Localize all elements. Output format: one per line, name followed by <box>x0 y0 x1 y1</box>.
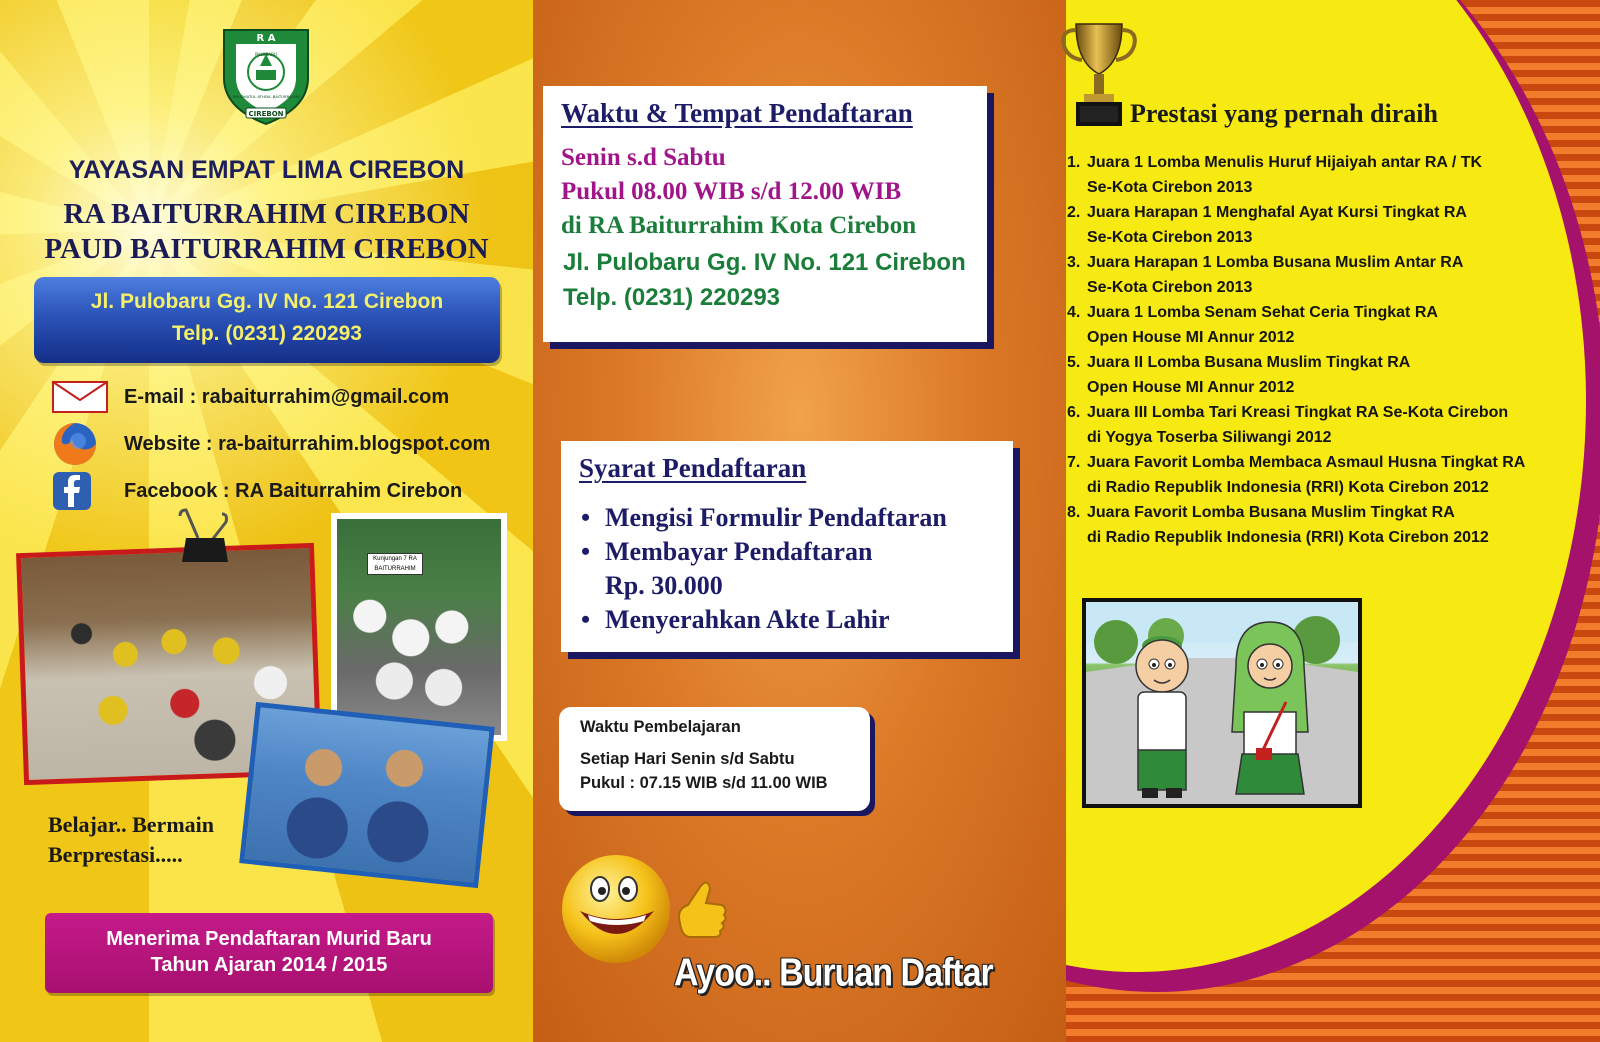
firefox-icon <box>52 422 110 466</box>
achievement-line2: Se-Kota Cirebon 2013 <box>1087 279 1253 296</box>
achievement-line1: Juara Favorit Lomba Membaca Asmaul Husna Tingkat RA <box>1087 454 1526 471</box>
achievement-num: 4. <box>1067 304 1081 321</box>
registration-time-card <box>543 86 987 342</box>
achievements-list <box>1067 150 1525 550</box>
requirement-item <box>581 535 947 603</box>
requirement-item: • Mengisi Formulir Pendaftaran <box>581 501 947 535</box>
registration-address: Jl. Pulobaru Gg. IV No. 121 Cirebon <box>563 249 966 276</box>
foundation-name: YAYASAN EMPAT LIMA CIREBON <box>68 156 465 184</box>
requirements-title: Syarat Pendaftaran <box>579 453 807 483</box>
email-row[interactable] <box>52 374 449 420</box>
logo-top-text: R A <box>256 33 276 44</box>
address-text: Jl. Pulobaru Gg. IV No. 121 Cirebon <box>90 290 444 313</box>
facebook-row[interactable] <box>52 468 462 514</box>
learning-hours: Pukul : 07.15 WIB s/d 11.00 WIB <box>580 774 828 792</box>
left-panel <box>0 0 533 1042</box>
school-name-paud: PAUD BAITURRAHIM CIREBON <box>44 233 489 265</box>
facebook-text[interactable]: Facebook : RA Baiturrahim Cirebon <box>124 479 463 502</box>
registration-time-title: Waktu & Tempat Pendaftaran <box>561 98 913 128</box>
banner-line2: Tahun Ajaran 2014 / 2015 <box>150 954 388 976</box>
achievement-line1: Juara II Lomba Busana Muslim Tingkat RA <box>1087 354 1411 371</box>
logo-city-text: CIREBON <box>248 110 284 118</box>
achievement-item <box>1067 200 1525 250</box>
achievement-item <box>1067 150 1525 200</box>
email-text[interactable]: E-mail : rabaiturrahim@gmail.com <box>124 385 450 408</box>
achievement-num: 1. <box>1067 154 1081 171</box>
achievement-line1: Juara Harapan 1 Lomba Busana Muslim Antar RA <box>1087 254 1464 271</box>
website-row[interactable] <box>52 421 490 467</box>
achievement-item <box>1067 400 1525 450</box>
achievement-line1: Juara III Lomba Tari Kreasi Tingkat RA Se-Kota Cirebon <box>1087 404 1509 421</box>
tagline-line2: Berprestasi..... <box>48 842 183 867</box>
achievement-num: 6. <box>1067 404 1081 421</box>
registration-place: di RA Baiturrahim Kota Cirebon <box>561 212 917 239</box>
achievement-num: 5. <box>1067 354 1081 371</box>
achievement-line1: Juara Favorit Lomba Busana Muslim Tingkat RA <box>1087 504 1455 521</box>
achievement-line1: Juara Harapan 1 Menghafal Ayat Kursi Tingkat RA <box>1087 204 1467 221</box>
logo-pulobaru-text: PULOBARU <box>255 52 277 57</box>
requirement-item: • Menyerahkan Akte Lahir <box>581 603 947 637</box>
achievement-item <box>1067 450 1525 500</box>
learning-time-title: Waktu Pembelajaran <box>580 718 741 736</box>
registration-phone: Telp. (0231) 220293 <box>563 284 781 311</box>
achievement-num: 2. <box>1067 204 1081 221</box>
learning-time-box <box>559 707 870 811</box>
achievement-line2: di Radio Republik Indonesia (RRI) Kota Cirebon 2012 <box>1087 479 1489 496</box>
school-name-ra: RA BAITURRAHIM CIREBON <box>63 198 470 230</box>
facebook-icon <box>52 469 110 513</box>
achievement-line2: Se-Kota Cirebon 2013 <box>1087 229 1253 246</box>
thumbs-up-icon <box>679 882 726 937</box>
website-text[interactable]: Website : ra-baiturrahim.blogspot.com <box>124 432 491 455</box>
achievement-num: 8. <box>1067 504 1081 521</box>
achievement-num: 3. <box>1067 254 1081 271</box>
call-to-action: Ayoo.. Buruan Daftar <box>674 951 993 995</box>
achievement-line2: Open House MI Annur 2012 <box>1087 379 1295 396</box>
smiley-icon <box>558 853 736 965</box>
phone-text: Telp. (0231) 220293 <box>172 322 362 345</box>
achievement-line2: Se-Kota Cirebon 2013 <box>1087 179 1253 196</box>
banner-line1: Menerima Pendaftaran Murid Baru <box>106 928 432 950</box>
achievement-item <box>1067 300 1525 350</box>
achievement-item <box>1067 350 1525 400</box>
binder-clip-icon <box>172 508 234 564</box>
address-box <box>34 277 500 363</box>
achievement-num: 7. <box>1067 454 1081 471</box>
registration-hours: Pukul 08.00 WIB s/d 12.00 WIB <box>561 178 902 205</box>
cartoon-kids-drawing <box>1086 602 1358 804</box>
achievements-title: Prestasi yang pernah diraih <box>1130 99 1438 128</box>
logo-arc-text: RAUDHATUL ATHFAL BAITURRAHIM <box>233 94 299 99</box>
requirements-card <box>561 441 1013 652</box>
tagline <box>48 810 214 870</box>
requirements-list <box>581 501 947 637</box>
learning-days: Setiap Hari Senin s/d Sabtu <box>580 750 795 768</box>
school-logo <box>218 26 314 126</box>
achievement-item <box>1067 500 1525 550</box>
children-praying-photo <box>239 702 495 888</box>
requirement-fee: Rp. 30.000 <box>605 571 723 600</box>
mail-icon <box>52 375 110 419</box>
achievement-line2: Open House MI Annur 2012 <box>1087 329 1295 346</box>
achievement-line1: Juara 1 Lomba Menulis Huruf Hijaiyah antar RA / TK <box>1087 154 1483 171</box>
registration-banner <box>45 913 493 993</box>
achievement-item <box>1067 250 1525 300</box>
achievement-line2: di Yogya Toserba Siliwangi 2012 <box>1087 429 1332 446</box>
achievement-line1: Juara 1 Lomba Senam Sehat Ceria Tingkat RA <box>1087 304 1438 321</box>
cartoon-kids-illustration <box>1082 598 1362 808</box>
requirement-item-text: Membayar Pendaftaran <box>605 537 873 566</box>
tagline-line1: Belajar.. Bermain <box>48 812 214 837</box>
achievement-line2: di Radio Republik Indonesia (RRI) Kota Cirebon 2012 <box>1087 529 1489 546</box>
photo-sign: Kunjungan 7 RA BAITURRAHIM <box>367 553 423 575</box>
students-outdoor-photo <box>331 513 507 741</box>
registration-days: Senin s.d Sabtu <box>561 144 726 171</box>
